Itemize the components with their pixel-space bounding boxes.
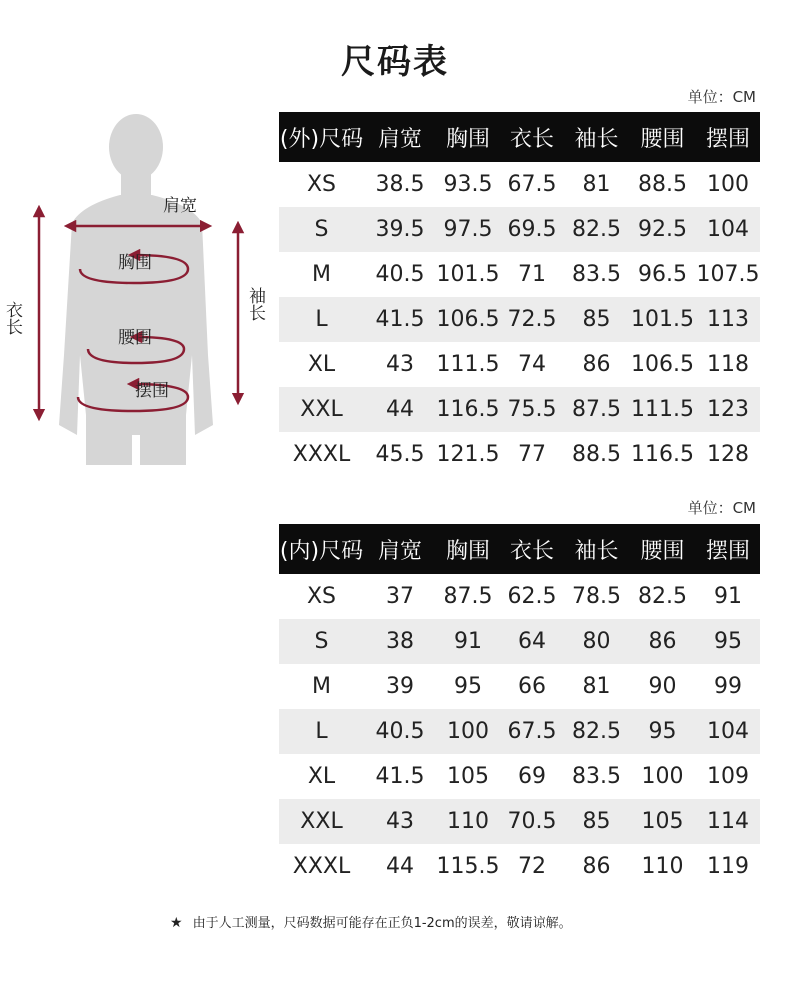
value-cell: 71: [500, 252, 564, 297]
header-cell: 腰围: [629, 524, 696, 574]
value-cell: 97.5: [436, 207, 500, 252]
table-row: [279, 162, 760, 207]
value-cell: 110: [436, 799, 500, 844]
value-cell: 41.5: [364, 754, 436, 799]
inner-size-table: [279, 524, 760, 889]
size-cell: XXL: [279, 799, 364, 844]
value-cell: 40.5: [364, 252, 436, 297]
value-cell: 67.5: [500, 709, 564, 754]
table-row: [279, 432, 760, 477]
header-cell: 衣长: [500, 524, 564, 574]
value-cell: 119: [696, 844, 760, 889]
size-cell: M: [279, 664, 364, 709]
size-cell: XL: [279, 754, 364, 799]
size-cell: L: [279, 297, 364, 342]
value-cell: 115.5: [436, 844, 500, 889]
value-cell: 100: [629, 754, 696, 799]
value-cell: 83.5: [564, 252, 629, 297]
size-cell: S: [279, 207, 364, 252]
value-cell: 116.5: [629, 432, 696, 477]
value-cell: 105: [436, 754, 500, 799]
value-cell: 87.5: [436, 574, 500, 619]
value-cell: 111.5: [436, 342, 500, 387]
size-cell: XS: [279, 162, 364, 207]
value-cell: 38.5: [364, 162, 436, 207]
header-cell: 肩宽: [364, 524, 436, 574]
value-cell: 113: [696, 297, 760, 342]
sleeve-label: 袖长: [245, 287, 265, 321]
value-cell: 91: [696, 574, 760, 619]
value-cell: 78.5: [564, 574, 629, 619]
value-cell: 82.5: [564, 207, 629, 252]
header-cell: (内)尺码: [279, 524, 364, 574]
header-cell: 胸围: [436, 524, 500, 574]
size-cell: XXL: [279, 387, 364, 432]
table-header-row: [279, 524, 760, 574]
shoulder-label: 肩宽: [163, 196, 197, 216]
value-cell: 96.5: [629, 252, 696, 297]
header-cell: 袖长: [564, 112, 629, 162]
value-cell: 70.5: [500, 799, 564, 844]
size-cell: L: [279, 709, 364, 754]
value-cell: 45.5: [364, 432, 436, 477]
size-cell: XS: [279, 574, 364, 619]
value-cell: 109: [696, 754, 760, 799]
value-cell: 104: [696, 207, 760, 252]
waist-label: 腰围: [118, 328, 152, 348]
unit-label-inner: 单位：CM: [687, 499, 756, 517]
table-row: [279, 664, 760, 709]
value-cell: 44: [364, 844, 436, 889]
size-cell: XL: [279, 342, 364, 387]
chest-label: 胸围: [118, 253, 152, 273]
value-cell: 40.5: [364, 709, 436, 754]
value-cell: 95: [696, 619, 760, 664]
value-cell: 43: [364, 799, 436, 844]
value-cell: 66: [500, 664, 564, 709]
value-cell: 88.5: [629, 162, 696, 207]
table-row: [279, 342, 760, 387]
value-cell: 95: [629, 709, 696, 754]
length-label: 衣长: [2, 301, 22, 335]
value-cell: 121.5: [436, 432, 500, 477]
value-cell: 106.5: [436, 297, 500, 342]
value-cell: 83.5: [564, 754, 629, 799]
value-cell: 110: [629, 844, 696, 889]
table-row: [279, 619, 760, 664]
value-cell: 106.5: [629, 342, 696, 387]
table-row: [279, 574, 760, 619]
size-cell: M: [279, 252, 364, 297]
table-row: [279, 387, 760, 432]
table-header-row: [279, 112, 760, 162]
value-cell: 101.5: [629, 297, 696, 342]
value-cell: 88.5: [564, 432, 629, 477]
value-cell: 114: [696, 799, 760, 844]
value-cell: 43: [364, 342, 436, 387]
header-cell: 摆围: [696, 524, 760, 574]
value-cell: 118: [696, 342, 760, 387]
size-cell: XXXL: [279, 844, 364, 889]
value-cell: 82.5: [629, 574, 696, 619]
value-cell: 87.5: [564, 387, 629, 432]
footnote-text: 由于人工测量，尺码数据可能存在正负1-2cm的误差，敬请谅解。: [192, 916, 572, 931]
value-cell: 91: [436, 619, 500, 664]
table-row: [279, 844, 760, 889]
table-row: [279, 754, 760, 799]
value-cell: 99: [696, 664, 760, 709]
footnote: [170, 912, 572, 931]
hem-label: 摆围: [135, 381, 169, 401]
header-cell: 腰围: [629, 112, 696, 162]
value-cell: 72.5: [500, 297, 564, 342]
header-cell: 摆围: [696, 112, 760, 162]
value-cell: 75.5: [500, 387, 564, 432]
value-cell: 86: [564, 342, 629, 387]
value-cell: 86: [564, 844, 629, 889]
value-cell: 90: [629, 664, 696, 709]
star-icon: ★: [170, 915, 183, 931]
value-cell: 38: [364, 619, 436, 664]
value-cell: 67.5: [500, 162, 564, 207]
body-measurement-figure: [0, 105, 290, 475]
value-cell: 41.5: [364, 297, 436, 342]
value-cell: 72: [500, 844, 564, 889]
header-cell: 衣长: [500, 112, 564, 162]
value-cell: 128: [696, 432, 760, 477]
value-cell: 82.5: [564, 709, 629, 754]
header-cell: 袖长: [564, 524, 629, 574]
value-cell: 81: [564, 664, 629, 709]
outer-size-table: [279, 112, 760, 477]
header-cell: 肩宽: [364, 112, 436, 162]
value-cell: 37: [364, 574, 436, 619]
body-silhouette: [59, 114, 213, 465]
header-cell: (外)尺码: [279, 112, 364, 162]
header-cell: 胸围: [436, 112, 500, 162]
value-cell: 62.5: [500, 574, 564, 619]
value-cell: 74: [500, 342, 564, 387]
value-cell: 111.5: [629, 387, 696, 432]
value-cell: 85: [564, 297, 629, 342]
value-cell: 101.5: [436, 252, 500, 297]
value-cell: 100: [696, 162, 760, 207]
page-title: 尺码表: [341, 42, 449, 82]
size-cell: S: [279, 619, 364, 664]
value-cell: 69: [500, 754, 564, 799]
value-cell: 123: [696, 387, 760, 432]
value-cell: 86: [629, 619, 696, 664]
value-cell: 107.5: [696, 252, 760, 297]
unit-label-outer: 单位：CM: [687, 88, 756, 106]
value-cell: 39.5: [364, 207, 436, 252]
value-cell: 80: [564, 619, 629, 664]
value-cell: 81: [564, 162, 629, 207]
value-cell: 77: [500, 432, 564, 477]
value-cell: 44: [364, 387, 436, 432]
value-cell: 39: [364, 664, 436, 709]
value-cell: 116.5: [436, 387, 500, 432]
value-cell: 69.5: [500, 207, 564, 252]
value-cell: 100: [436, 709, 500, 754]
value-cell: 95: [436, 664, 500, 709]
table-row: [279, 207, 760, 252]
value-cell: 85: [564, 799, 629, 844]
table-row: [279, 252, 760, 297]
value-cell: 64: [500, 619, 564, 664]
value-cell: 104: [696, 709, 760, 754]
table-row: [279, 709, 760, 754]
table-row: [279, 297, 760, 342]
value-cell: 93.5: [436, 162, 500, 207]
value-cell: 105: [629, 799, 696, 844]
table-row: [279, 799, 760, 844]
size-cell: XXXL: [279, 432, 364, 477]
value-cell: 92.5: [629, 207, 696, 252]
